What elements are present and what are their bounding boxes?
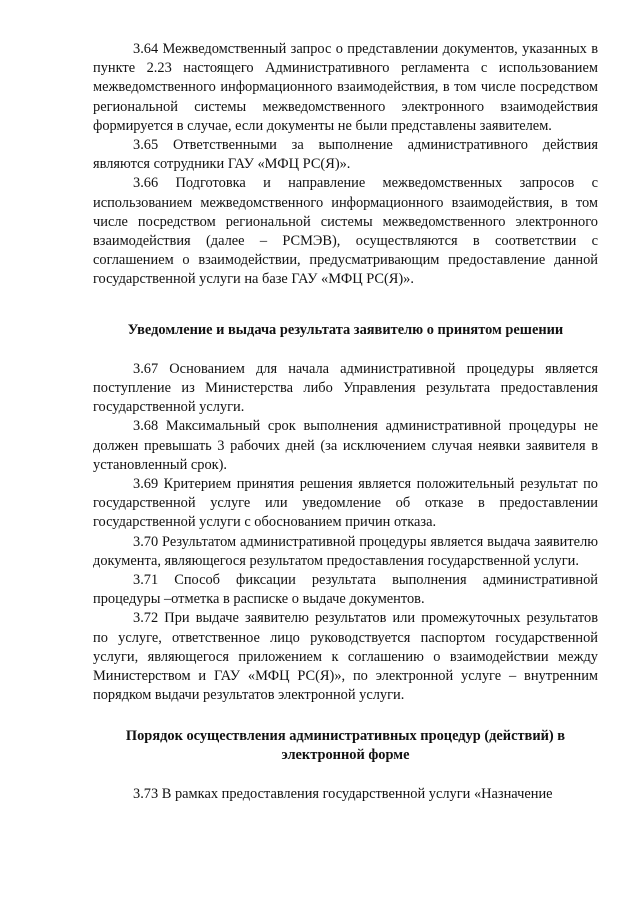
paragraph-3-69: 3.69 Критерием принятия решения является положительный результат по государственной услуге или уведомление об отказе в предоставлении государственной услуги с обоснованием причин отказа. [93, 476, 598, 531]
section-spacer [93, 290, 598, 321]
section-heading-electronic-line-1: Порядок осуществления административных процедур (действий) в [125, 727, 566, 744]
section-heading-notification: Уведомление и выдача результата заявителю о принятом решении [127, 321, 564, 338]
heading-spacer [93, 340, 598, 360]
paragraph-3-70: 3.70 Результатом административной процедуры является выдача заявителю документа, являющегося результатом предоставления государственной услуги. [93, 533, 598, 569]
paragraph-3-64: 3.64 Межведомственный запрос о представлении документов, указанных в пункте 2.23 настоящего Административного регламента с использованием межведомственного информационного взаимодействия, в том числе посредством региональной системы межведомственного электронного взаимодействия формируется в случае, если документы не были представлены заявителем. [93, 41, 598, 134]
paragraph-3-65: 3.65 Ответственными за выполнение административного действия являются сотрудники ГАУ «МФЦ РС(Я)». [93, 137, 598, 173]
paragraph-3-68: 3.68 Максимальный срок выполнения административной процедуры не должен превышать 3 рабочих дней (за исключением случая неявки заявителя в установленный срок). [93, 418, 598, 473]
heading-spacer [93, 765, 598, 785]
paragraph-3-71: 3.71 Способ фиксации результата выполнения административной процедуры –отметка в расписке о выдаче документов. [93, 572, 598, 608]
paragraph-3-67: 3.67 Основанием для начала административной процедуры является поступление из Министерства либо Управления результата предоставления государственной услуги. [93, 360, 598, 416]
section-spacer [93, 706, 598, 727]
paragraph-3-66: 3.66 Подготовка и направление межведомственных запросов с использованием межведомственного информационного взаимодействия, в том числе посредством региональной системы межведомственного электронного взаимодействия (далее – РСМЭВ), осуществляются в соответствии с соглашением о взаимодействии, предусматривающим предоставление данной государственной услуги на базе ГАУ «МФЦ РС(Я)». [93, 175, 598, 288]
section-heading-electronic-line-2: электронной форме [281, 746, 410, 763]
paragraph-3-73: 3.73 В рамках предоставления государственной услуги «Назначение [133, 785, 553, 802]
paragraph-3-72: 3.72 При выдаче заявителю результатов или промежуточных результатов по услуге, ответственное лицо руководствуется паспортом государственной услуги, являющегося приложением к соглашению о взаимодействии между Министерством и ГАУ «МФЦ РС(Я)», по электронной услуге – внутренним порядком выдачи результатов электронной услуги. [93, 610, 598, 704]
